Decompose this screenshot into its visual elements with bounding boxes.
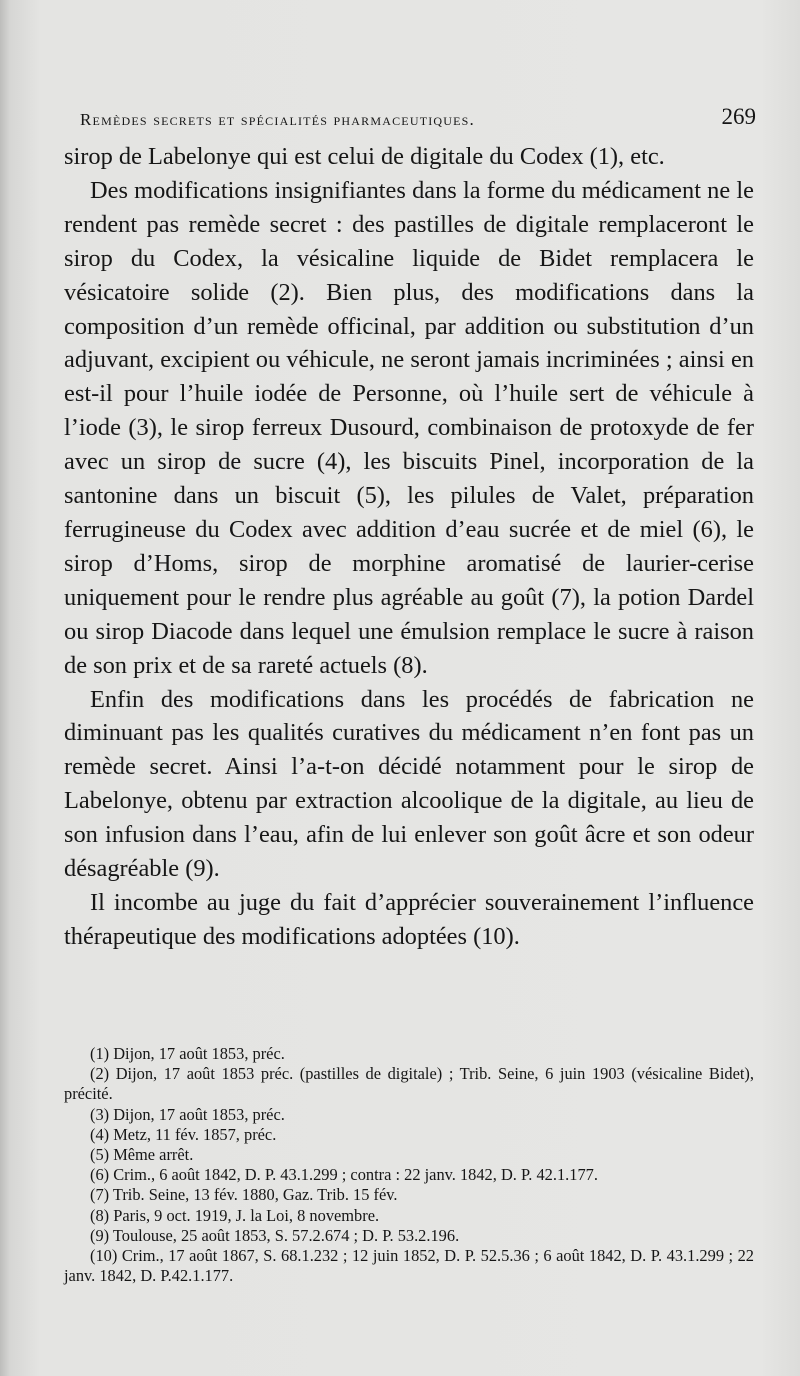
footnote: (7) Trib. Seine, 13 fév. 1880, Gaz. Trib. 15 fév. (90, 1185, 398, 1205)
paragraph: Enfin des modifications dans les procédés de fabrication ne diminuant pas les qualités curatives du médicament n’en font pas un remède secret. Ainsi l’a-t-on décidé notamment pour le sirop de Labelonye, obtenu par extraction alcoolique de la digitale, au lieu de son infusion dans l’eau, afin de lui enlever son goût âcre et son odeur désagréable (9). (64, 685, 754, 883)
footnote: (8) Paris, 9 oct. 1919, J. la Loi, 8 novembre. (90, 1205, 380, 1225)
footnote: (5) Même arrêt. (90, 1145, 194, 1165)
running-title: Remèdes secrets et spécialités pharmaceutiques. (80, 110, 476, 129)
footnote: (10) Crim., 17 août 1867, S. 68.1.232 ; 12 juin 1852, D. P. 52.5.36 ; 6 août 1842, D. P. 43.1.299 ; 22 janv. 1842, D. P.42.1.177. (64, 1246, 754, 1286)
paragraph: Des modifications insignifiantes dans la forme du médicament ne le rendent pas remède secret : des pastilles de digitale remplaceront le sirop du Codex, la vésicaline liquide de Bidet remplacera le vésicatoire solide (2). Bien plus, des modifications dans la composition d’un remède officinal, par addition ou substitution d’un adjuvant, excipient ou véhicule, ne seront jamais incriminées ; ainsi en est-il pour l’huile iodée de Personne, où l’huile sert de véhicule à l’iode (3), le sirop ferreux Dusourd, combinaison de protoxyde de fer avec un sirop de sucre (4), les biscuits Pinel, incorporation de la santonine dans un biscuit (5), les pilules de Valet, préparation ferrugineuse du Codex avec addition d’eau sucrée et de miel (6), le sirop d’Homs, sirop de morphine aromatisé de laurier-cerise uniquement pour le rendre plus agréable au goût (7), la potion Dardel ou sirop Diacode dans lequel une émulsion remplace le sucre à raison de son prix et de sa rareté actuels (8). (64, 176, 754, 679)
paragraph: sirop de Labelonye qui est celui de digitale du Codex (1), etc. (64, 143, 665, 170)
page-number: 269 (721, 104, 756, 129)
footnote: (2) Dijon, 17 août 1853 préc. (pastilles de digitale) ; Trib. Seine, 6 juin 1903 (vésicaline Bidet), précité. (64, 1064, 754, 1104)
footnote: (3) Dijon, 17 août 1853, préc. (90, 1104, 285, 1124)
body-text (64, 140, 754, 954)
page-header (80, 104, 760, 138)
paragraph: Il incombe au juge du fait d’apprécier souverainement l’influence thérapeutique des modifications adoptées (10). (64, 888, 754, 950)
footnote: (4) Metz, 11 fév. 1857, préc. (90, 1124, 277, 1144)
footnotes (64, 1044, 754, 1286)
footnote: (9) Toulouse, 25 août 1853, S. 57.2.674 ; D. P. 53.2.196. (90, 1225, 460, 1245)
footnote: (1) Dijon, 17 août 1853, préc. (90, 1044, 285, 1063)
footnote: (6) Crim., 6 août 1842, D. P. 43.1.299 ; contra : 22 janv. 1842, D. P. 42.1.177. (90, 1165, 598, 1185)
